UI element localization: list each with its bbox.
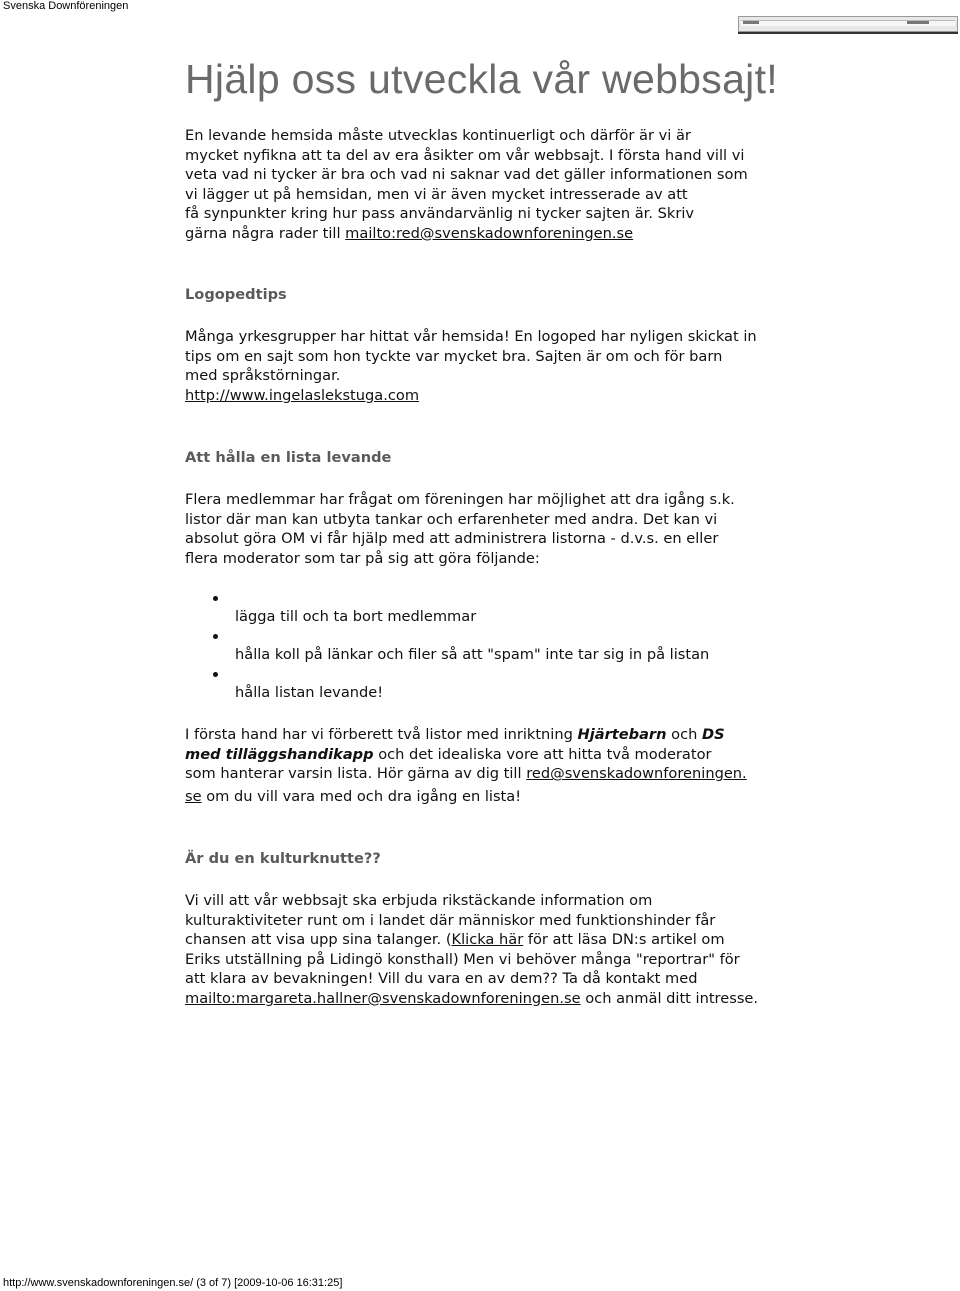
logopedtips-line-3: med språkstörningar. (185, 367, 341, 385)
intro-line-5: få synpunkter kring hur pass användarvänlig ni tycker sajten är. Skriv (185, 205, 695, 223)
kultur-line-2: kulturaktiviteter runt om i landet där människor med funktionshinder får (185, 911, 716, 929)
followup-line-1 (185, 725, 747, 745)
lista-paragraph (185, 490, 735, 568)
lista-followup-paragraph (185, 725, 747, 806)
followup-text: som hanterar varsin lista. Hör gärna av dig till (185, 765, 527, 783)
list-item (185, 590, 805, 628)
kultur-paragraph (185, 891, 758, 1009)
red-email-link-cont[interactable]: se (185, 787, 202, 805)
intro-line-1: En levande hemsida måste utvecklas kontinuerligt och därför är vi är (185, 127, 691, 144)
bullet-dot (213, 672, 218, 677)
intro-line-2: mycket nyfikna att ta del av era åsikter om vår webbsajt. I första hand vill vi (185, 146, 745, 164)
intro-line-4: vi lägger ut på hemsidan, men vi är även mycket intresserade av att (185, 185, 688, 203)
kultur-text: för att läsa DN:s artikel om (523, 931, 725, 949)
moderator-task-list (185, 590, 805, 704)
list-item-text: hålla koll på länkar och filer så att "spam" inte tar sig in på listan (235, 646, 710, 663)
print-header: Svenska Downföreningen (3, 0, 129, 12)
followup-line-4 (185, 787, 747, 807)
list-item-text: hålla listan levande! (235, 684, 384, 701)
intro-email-link[interactable]: mailto:red@svenskadownforeningen.se (345, 224, 634, 242)
bullet-dot (213, 596, 218, 601)
kultur-line-3 (185, 930, 758, 950)
lista-line-3: absolut göra OM vi får hjälp med att administrera listorna - d.v.s. en eller (185, 530, 719, 548)
logopedtips-line-2: tips om en sajt som hon tyckte var mycket bra. Sajten är om och för barn (185, 347, 723, 365)
lista-heading: Att hålla en lista levande (185, 449, 392, 466)
kultur-text: chansen att visa upp sina talanger. ( (185, 931, 452, 949)
margareta-email-link[interactable]: mailto:margareta.hallner@svenskadownforeningen.se (185, 989, 581, 1007)
ds-label: DS (702, 726, 725, 743)
kultur-heading: Är du en kulturknutte?? (185, 850, 381, 867)
toolbar-icon-left (743, 21, 759, 24)
hjartebarn-label: Hjärtebarn (577, 726, 667, 743)
lista-line-4: flera moderator som tar på sig att göra följande: (185, 549, 540, 567)
lista-line-1: Flera medlemmar har frågat om föreningen har möjlighet att dra igång s.k. (185, 491, 735, 508)
page-title: Hjälp oss utveckla vår webbsajt! (185, 56, 778, 102)
print-footer: http://www.svenskadownforeningen.se/ (3 of 7) [2009-10-06 16:31:25] (3, 1277, 343, 1289)
followup-text: och (666, 726, 703, 743)
kultur-text: och anmäl ditt intresse. (580, 989, 759, 1007)
followup-text: och det idealiska vore att hitta två moderator (373, 745, 712, 763)
logopedtips-paragraph (185, 327, 757, 405)
kultur-line-6 (185, 989, 758, 1009)
bullet-dot (213, 634, 218, 639)
logopedtips-heading: Logopedtips (185, 286, 287, 303)
intro-line-6-text: gärna några rader till (185, 224, 346, 242)
red-email-link[interactable]: red@svenskadownforeningen. (526, 765, 747, 783)
ingelaslekstuga-link[interactable]: http://www.ingelaslekstuga.com (185, 386, 420, 404)
tillaggshandikapp-label: med tilläggshandikapp (185, 745, 374, 763)
followup-line-2 (185, 745, 747, 765)
list-item-text: lägga till och ta bort medlemmar (235, 608, 477, 625)
intro-line-3: veta vad ni tycker är bra och vad ni saknar vad det gäller informationen som (185, 166, 748, 184)
followup-line-3 (185, 764, 747, 784)
logopedtips-line-1: Många yrkesgrupper har hittat vår hemsida! En logoped har nyligen skickat in (185, 328, 757, 345)
lista-line-2: listor där man kan utbyta tankar och erfarenheter med andra. Det kan vi (185, 510, 718, 528)
klicka-har-link[interactable]: Klicka här (451, 931, 524, 949)
intro-line-6 (185, 224, 748, 244)
followup-text: I första hand har vi förberett två listor med inriktning (185, 726, 578, 743)
followup-text: om du vill vara med och dra igång en lista! (201, 787, 522, 805)
kultur-line-1: Vi vill att vår webbsajt ska erbjuda rikstäckande information om (185, 892, 653, 909)
kultur-line-4: Eriks utställning på Lidingö konsthall) Men vi behöver många "reportrar" för (185, 950, 740, 968)
toolbar-icon-right (907, 21, 929, 24)
list-item (185, 666, 805, 704)
intro-paragraph (185, 126, 748, 244)
kultur-line-5: att klara av bevakningen! Vill du vara en av dem?? Ta då kontakt med (185, 970, 698, 988)
list-item (185, 628, 805, 666)
browser-toolbar-thumbnail (738, 16, 958, 32)
